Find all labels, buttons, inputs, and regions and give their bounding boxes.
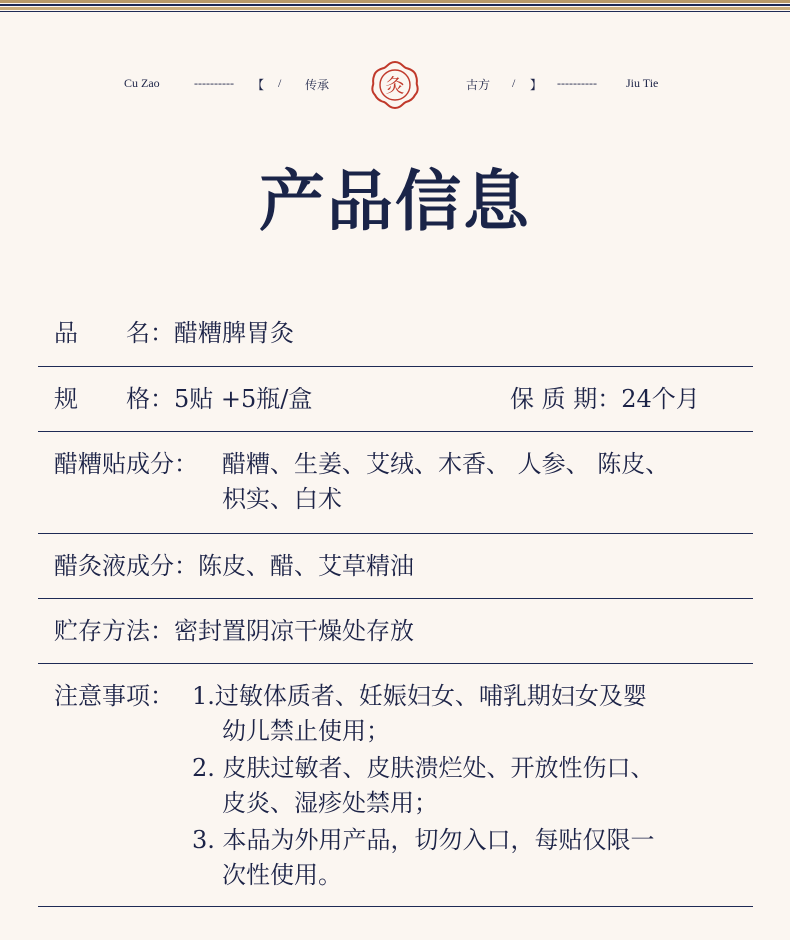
patch-ingredients-line2: 枳实、白术 xyxy=(222,485,342,513)
liquid-label: 醋灸液成分： xyxy=(54,552,198,580)
name-label: 品 名： xyxy=(54,319,174,347)
page-title: 产品信息 xyxy=(259,163,531,240)
header-left-cn: 传承 xyxy=(305,78,330,92)
row-storage xyxy=(54,614,414,649)
name-value: 醋糟脾胃灸 xyxy=(174,319,294,347)
patch-ingredients-label: 醋糟贴成分： xyxy=(54,450,198,478)
divider xyxy=(38,366,753,367)
liquid-value: 陈皮、醋、艾草精油 xyxy=(198,552,414,580)
moxa-seal-icon xyxy=(370,60,420,110)
notes-item1-line1: 1.过敏体质者、妊娠妇女、哺乳期妇女及婴 xyxy=(192,682,647,710)
header-right-slash: / xyxy=(512,76,516,90)
header-left-slash: / xyxy=(278,76,282,90)
svg-text:灸: 灸 xyxy=(385,75,405,97)
header-right-bracket: 】 xyxy=(530,78,543,92)
notes-label: 注意事项： xyxy=(54,682,174,710)
row-spec xyxy=(54,382,312,417)
header-right-en: Jiu Tie xyxy=(626,76,659,90)
header-left-en: Cu Zao xyxy=(124,76,160,90)
notes-item3-line2: 次性使用。 xyxy=(222,861,342,889)
divider xyxy=(38,431,753,432)
divider xyxy=(38,663,753,664)
divider xyxy=(38,598,753,599)
spec-label: 规 格： xyxy=(54,385,174,413)
notes-item2-line2: 皮炎、湿疹处禁用； xyxy=(222,789,438,817)
divider xyxy=(38,533,753,534)
spec-value: 5贴 +5瓶/盒 xyxy=(174,385,313,413)
header-right-dash: ---------- xyxy=(557,76,597,90)
divider xyxy=(38,906,753,907)
notes-item2-line1: 2. 皮肤过敏者、皮肤溃烂处、开放性伤口、 xyxy=(192,754,655,782)
shelf-value: 24个月 xyxy=(621,385,700,413)
row-product-name xyxy=(54,316,294,351)
storage-label: 贮存方法： xyxy=(54,617,174,645)
header-left-bracket: 【 xyxy=(252,78,265,92)
row-shelf-life xyxy=(510,382,700,417)
header-left-dash: ---------- xyxy=(194,76,234,90)
header-right-cn: 古方 xyxy=(466,78,491,92)
storage-value: 密封置阴凉干燥处存放 xyxy=(174,617,414,645)
top-border xyxy=(0,0,790,14)
row-liquid-ingredients xyxy=(54,549,414,584)
patch-ingredients-line1: 醋糟、生姜、艾绒、木香、 人参、 陈皮、 xyxy=(222,450,670,478)
notes-item3-line1: 3. 本品为外用产品，切勿入口，每贴仅限一 xyxy=(192,826,655,854)
shelf-label: 保 质 期： xyxy=(510,385,622,413)
notes-item1-line2: 幼儿禁止使用； xyxy=(222,717,390,745)
